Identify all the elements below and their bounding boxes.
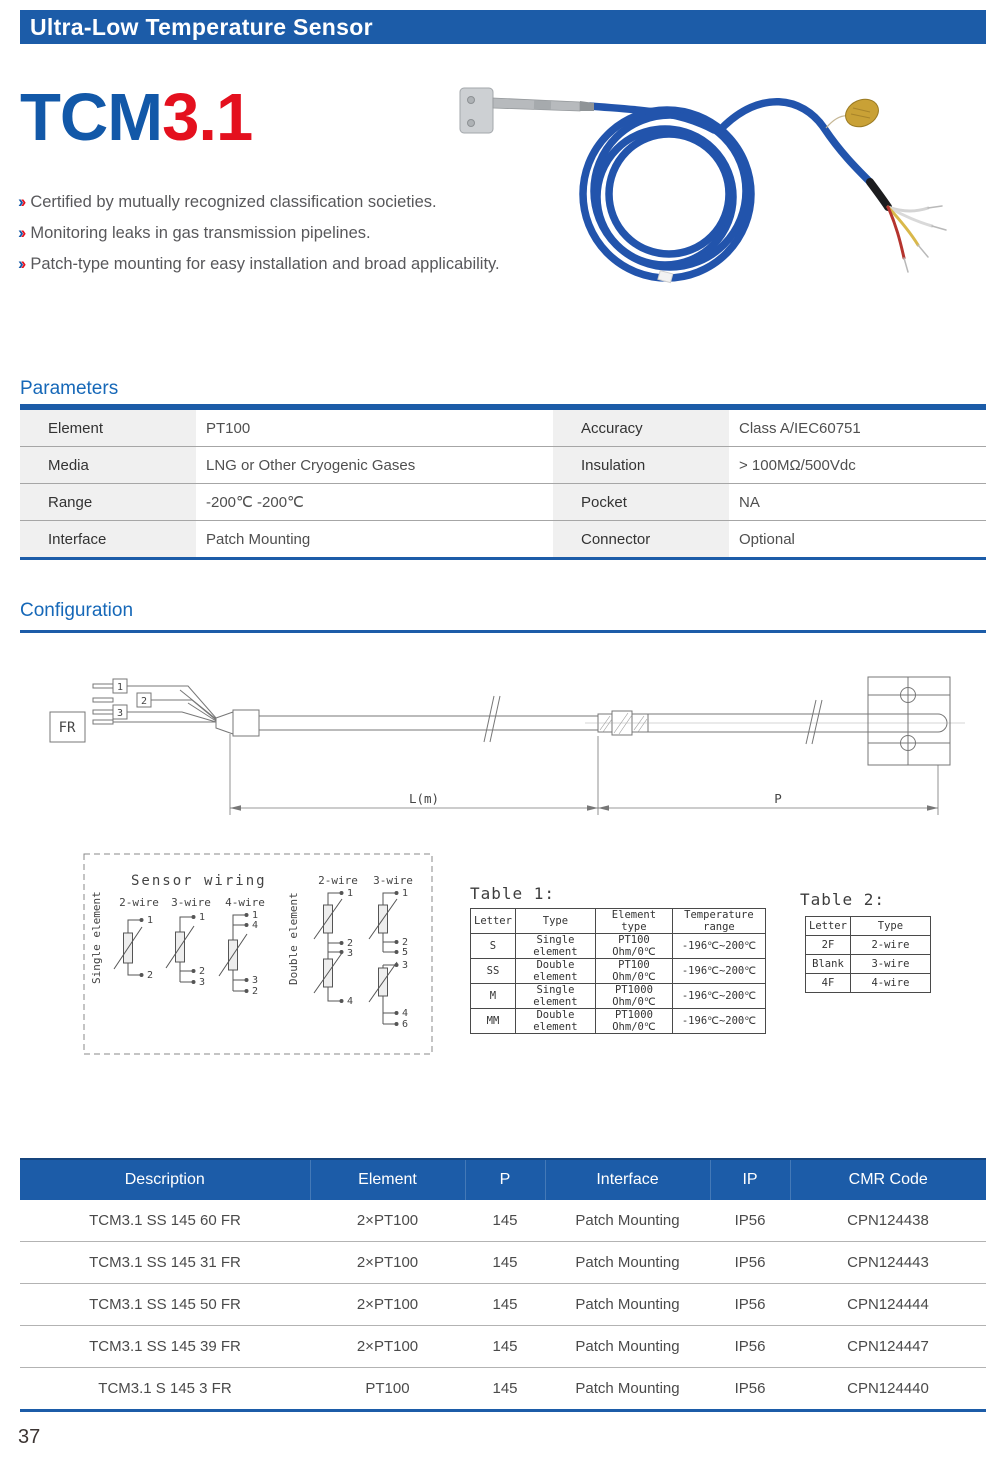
table-cell: Blank xyxy=(806,955,851,974)
parameters-heading: Parameters xyxy=(20,378,119,399)
patch-bracket xyxy=(460,88,493,133)
table-cell: Single element xyxy=(515,934,595,959)
terminal-number: 5 xyxy=(402,947,409,958)
terminal-number: 2 xyxy=(347,938,354,949)
table-cell: CPN124440 xyxy=(790,1368,986,1411)
param-value: PT100 xyxy=(206,419,251,437)
param-label: Connector xyxy=(553,521,729,559)
break-mark xyxy=(484,696,500,742)
table-cell: 145 xyxy=(492,1212,518,1229)
column-header: 3-wire xyxy=(373,874,413,887)
param-label: Accuracy xyxy=(553,409,729,447)
column-header: Type xyxy=(850,917,930,936)
terminal-number: 2 xyxy=(252,986,259,997)
table-cell: 145 xyxy=(465,1326,545,1368)
wire-tag-label: 1 xyxy=(116,682,124,693)
table-row xyxy=(20,409,986,447)
feature-item xyxy=(18,186,500,217)
feature-item xyxy=(18,248,500,279)
table-cell: M xyxy=(471,984,516,1009)
table-cell: 2×PT100 xyxy=(310,1326,465,1368)
column-header: CMR Code xyxy=(790,1159,986,1200)
configuration-drawing xyxy=(20,650,986,840)
table-cell: Double element xyxy=(515,1009,595,1034)
cable-coil xyxy=(583,102,870,278)
cable-lines xyxy=(259,716,598,730)
table-cell: Patch Mounting xyxy=(575,1212,680,1229)
table-cell: 3-wire xyxy=(850,955,930,974)
rtd-symbol xyxy=(314,892,343,1003)
cable-ferrule xyxy=(216,712,233,734)
terminal-number: 1 xyxy=(402,888,409,899)
column-header: IP xyxy=(710,1159,790,1200)
column-header: Interface xyxy=(545,1159,710,1200)
column-header: Element type xyxy=(595,909,672,934)
page-number: 37 xyxy=(18,1426,41,1448)
table-cell: TCM3.1 S 145 3 FR xyxy=(20,1368,310,1411)
table-row xyxy=(20,484,986,521)
table-cell: 4F xyxy=(806,974,851,993)
table-cell: SS xyxy=(471,959,516,984)
terminal-number: 3 xyxy=(252,975,259,986)
table-cell: CPN124438 xyxy=(847,1212,929,1229)
table-cell: 2×PT100 xyxy=(310,1284,465,1326)
table-row xyxy=(20,521,986,559)
brass-tag xyxy=(826,94,883,132)
dimension-lines xyxy=(230,734,938,815)
table-cell: 4-wire xyxy=(850,974,930,993)
table-cell: -196℃~200℃ xyxy=(672,934,765,959)
wire-tag-label: 3 xyxy=(116,708,124,719)
table-cell: TCM3.1 SS 145 39 FR xyxy=(20,1326,310,1368)
feature-text: Certified by mutually recognized classification societies. xyxy=(30,193,437,211)
column-header: 2-wire xyxy=(119,896,159,909)
table-cell: 145 xyxy=(465,1284,545,1326)
table-cell: CPN124443 xyxy=(790,1242,986,1284)
param-label: Media xyxy=(20,447,196,484)
feature-list xyxy=(18,186,500,279)
table-cell: 145 xyxy=(465,1368,545,1411)
double-chevron-icon: ›› xyxy=(18,254,24,273)
table-cell: CPN124447 xyxy=(790,1326,986,1368)
column-header: 3-wire xyxy=(171,896,211,909)
table-row xyxy=(20,1284,986,1326)
terminal-number: 1 xyxy=(199,912,206,923)
terminal-number: 6 xyxy=(402,1019,409,1030)
table-cell: PT100 xyxy=(310,1368,465,1411)
section-divider xyxy=(20,630,986,633)
table-cell: PT100 Ohm/0℃ xyxy=(595,959,672,984)
table-cell: -196℃~200℃ xyxy=(672,984,765,1009)
terminal-number: 1 xyxy=(147,915,154,926)
probe-stem xyxy=(493,98,594,111)
param-value: > 100MΩ/500Vdc xyxy=(729,447,986,484)
configuration-heading: Configuration xyxy=(20,600,134,621)
param-value: NA xyxy=(729,484,986,521)
table-cell: TCM3.1 SS 145 50 FR xyxy=(20,1284,310,1326)
terminal-number: 1 xyxy=(347,888,354,899)
product-photo xyxy=(430,70,995,330)
table-cell: IP56 xyxy=(734,1212,766,1229)
terminal-number: 2 xyxy=(402,937,409,948)
table-row xyxy=(806,917,931,936)
table-cell: 2F xyxy=(806,936,851,955)
feature-text: Patch-type mounting for easy installation and broad applicability. xyxy=(30,255,500,273)
table-row xyxy=(471,909,766,934)
table-cell: 2×PT100 xyxy=(310,1242,465,1284)
wire-tag-label: 2 xyxy=(140,696,148,707)
table-cell: PT1000 Ohm/0℃ xyxy=(595,984,672,1009)
lead-wires xyxy=(870,182,946,272)
model-title xyxy=(20,80,253,155)
table-cell: 2×PT100 xyxy=(356,1212,419,1229)
terminal-number: 4 xyxy=(252,920,259,931)
param-label: Interface xyxy=(20,521,196,559)
parameters-table xyxy=(20,407,986,560)
fr-label: FR xyxy=(58,720,76,736)
table-row xyxy=(806,955,931,974)
table-cell: IP56 xyxy=(710,1368,790,1411)
param-label: Pocket xyxy=(553,484,729,521)
table2 xyxy=(805,916,931,993)
feature-text: Monitoring leaks in gas transmission pipelines. xyxy=(30,224,371,242)
table-cell: IP56 xyxy=(710,1284,790,1326)
banner-title: Ultra-Low Temperature Sensor xyxy=(30,14,373,40)
table2-title: Table 2: xyxy=(800,890,886,909)
double-chevron-icon: ›› xyxy=(18,192,24,211)
terminal-number: 4 xyxy=(347,996,354,1007)
column-header: Element xyxy=(310,1159,465,1200)
mounting-plate xyxy=(868,677,950,765)
rtd-symbol xyxy=(219,914,248,993)
table-row xyxy=(20,447,986,484)
table-cell: Patch Mounting xyxy=(545,1284,710,1326)
rtd-symbol xyxy=(114,919,143,977)
table-cell: MM xyxy=(471,1009,516,1034)
feature-item xyxy=(18,217,500,248)
p-dimension-label: P xyxy=(774,791,782,806)
table1 xyxy=(470,908,766,1034)
table-row xyxy=(806,974,931,993)
double-chevron-icon: ›› xyxy=(18,223,24,242)
table-cell: PT100 Ohm/0℃ xyxy=(595,934,672,959)
param-label: Element xyxy=(20,409,196,447)
terminal-number: 4 xyxy=(402,1008,409,1019)
table1-title: Table 1: xyxy=(470,884,556,903)
table-row xyxy=(471,959,766,984)
table-cell: 2-wire xyxy=(850,936,930,955)
table-cell: 145 xyxy=(465,1242,545,1284)
table-row xyxy=(471,1009,766,1034)
param-label: Range xyxy=(20,484,196,521)
break-mark xyxy=(806,700,822,744)
table-row xyxy=(20,1368,986,1411)
column-header: 2-wire xyxy=(318,874,358,887)
terminal-number: 3 xyxy=(402,960,409,971)
table-row xyxy=(806,936,931,955)
column-header: Description xyxy=(20,1159,310,1200)
table-header-row xyxy=(20,1159,986,1200)
double-element-label: Double element xyxy=(287,892,300,985)
page-banner xyxy=(20,10,986,44)
wiring-title: Sensor wiring xyxy=(131,873,267,889)
column-header: Type xyxy=(515,909,595,934)
table-cell: Patch Mounting xyxy=(545,1368,710,1411)
param-value: Optional xyxy=(729,521,986,559)
table-cell: CPN124444 xyxy=(790,1284,986,1326)
param-value: Patch Mounting xyxy=(196,521,553,559)
model-name-version: 3.1 xyxy=(162,80,253,155)
terminal-number: 3 xyxy=(347,948,354,959)
table-cell: PT1000 Ohm/0℃ xyxy=(595,1009,672,1034)
table-cell: S xyxy=(471,934,516,959)
table-row xyxy=(471,984,766,1009)
table-cell: Patch Mounting xyxy=(545,1326,710,1368)
table-row xyxy=(20,1200,986,1242)
length-dimension-label: L(m) xyxy=(408,791,440,806)
param-value: -200℃ -200℃ xyxy=(196,484,553,521)
single-element-label: Single element xyxy=(90,891,103,984)
table-cell: Patch Mounting xyxy=(545,1242,710,1284)
products-table xyxy=(20,1158,986,1412)
table-cell: Double element xyxy=(515,959,595,984)
table-row xyxy=(20,1326,986,1368)
terminal-number: 2 xyxy=(199,966,206,977)
table-cell: Single element xyxy=(515,984,595,1009)
column-header: Letter xyxy=(471,909,516,934)
terminal-number: 3 xyxy=(199,977,206,988)
drawing-lead-wires xyxy=(93,679,216,724)
rtd-symbol xyxy=(166,916,195,984)
column-header: Letter xyxy=(806,917,851,936)
table-row xyxy=(20,1242,986,1284)
rtd-symbol xyxy=(369,892,398,1026)
param-value: Class A/IEC60751 xyxy=(739,419,861,437)
column-header: Temperature range xyxy=(672,909,765,934)
sensor-wiring-diagram xyxy=(83,853,433,1055)
table-cell: -196℃~200℃ xyxy=(672,1009,765,1034)
table-cell: IP56 xyxy=(710,1326,790,1368)
model-name-prefix: TCM xyxy=(20,80,163,155)
table-row xyxy=(471,934,766,959)
terminal-number: 1 xyxy=(252,910,259,921)
column-header: 4-wire xyxy=(225,896,265,909)
table-cell: IP56 xyxy=(710,1242,790,1284)
terminal-number: 2 xyxy=(147,970,154,981)
column-header: P xyxy=(465,1159,545,1200)
param-value: LNG or Other Cryogenic Gases xyxy=(196,447,553,484)
table-cell: TCM3.1 SS 145 60 FR xyxy=(89,1212,241,1229)
table-cell: -196℃~200℃ xyxy=(672,959,765,984)
table-cell: TCM3.1 SS 145 31 FR xyxy=(20,1242,310,1284)
param-label: Insulation xyxy=(553,447,729,484)
